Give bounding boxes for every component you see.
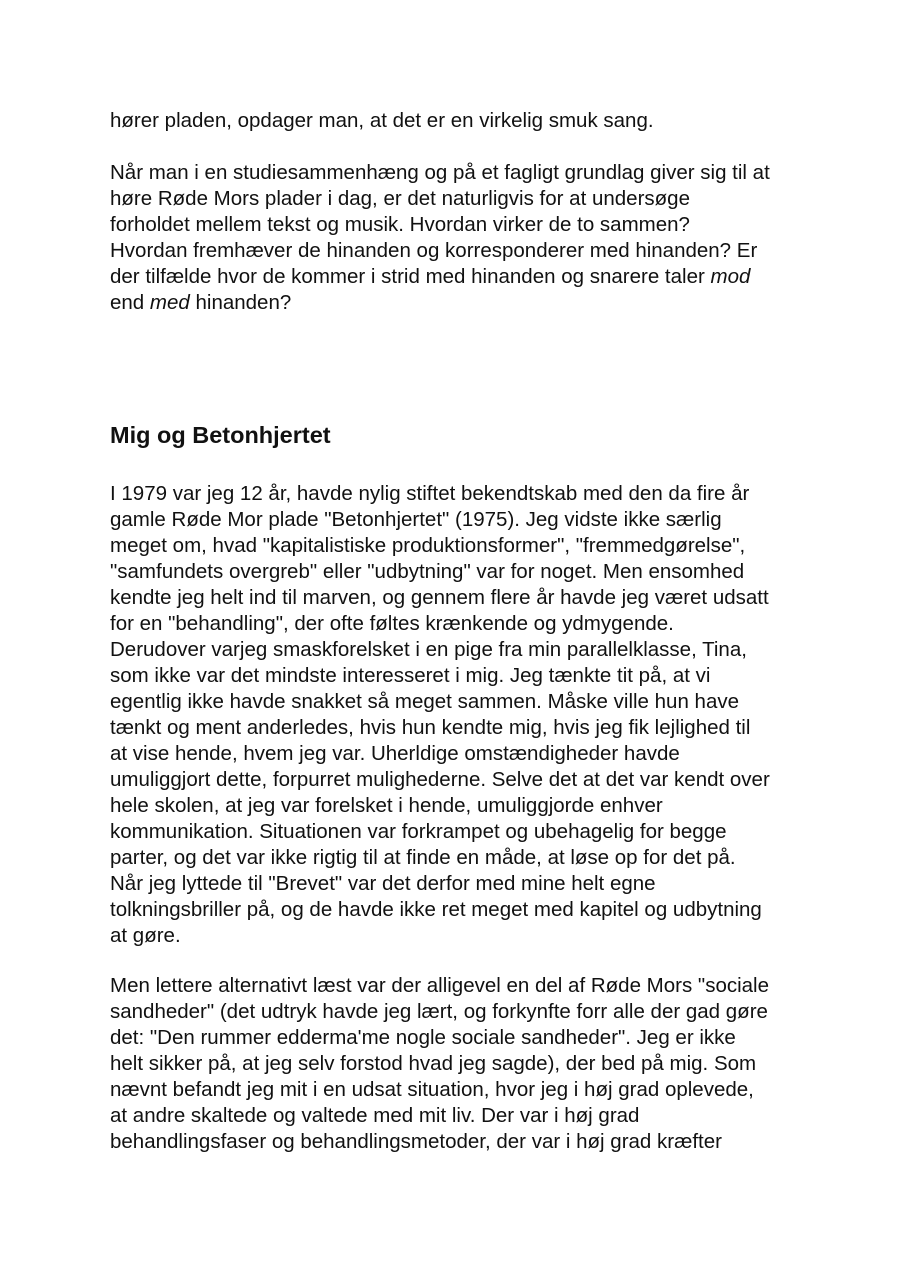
text-line: Men lettere alternativt læst var der alligevel en del af Røde Mors "sociale [110, 974, 770, 997]
text-line: at vise hende, hvem jeg var. Uherldige omstændigheder havde [110, 742, 680, 765]
text-line: Når man i en studiesammenhæng og på et fagligt grundlag giver sig til at [110, 161, 770, 184]
text-line: helt sikker på, at jeg selv forstod hvad jeg sagde), der bed på mig. Som [110, 1052, 757, 1075]
text-line: tænkt og ment anderledes, hvis hun kendte mig, hvis jeg fik lejlighed til [110, 716, 751, 739]
text-line: for en "behandling", der ofte føltes krænkende og ydmygende. [110, 612, 674, 635]
emphasis-text: med [149, 291, 190, 314]
text-run: der tilfælde hvor de kommer i strid med hinanden og snarere taler [110, 265, 711, 288]
document-page [110, 108, 810, 1153]
text-line: høre Røde Mors plader i dag, er det naturligvis for at undersøge [110, 187, 690, 210]
paragraph-intro-1 [110, 108, 810, 134]
text-line: kommunikation. Situationen var forkrampet og ubehagelig for begge [110, 820, 727, 843]
text-line: kendte jeg helt ind til marven, og gennem flere år havde jeg været udsatt [110, 586, 769, 609]
section-heading: Mig og Betonhjertet [110, 422, 331, 448]
text-line: nævnt befandt jeg mit i en udsat situation, hvor jeg i høj grad oplevede, [110, 1078, 754, 1101]
text-line: at andre skaltede og valtede med mit liv. Der var i høj grad [110, 1104, 640, 1127]
paragraph-section-2 [110, 973, 769, 1155]
text-line: I 1979 var jeg 12 år, havde nylig stiftet bekendtskab med den da fire år [110, 482, 750, 505]
text-line: Derudover varjeg smaskforelsket i en pige fra min parallelklasse, Tina, [110, 638, 747, 661]
text-line: meget om, hvad "kapitalistiske produktionsformer", "fremmedgørelse", [110, 534, 746, 557]
text-line: parter, og det var ikke rigtig til at finde en måde, at løse op for det på. [110, 846, 736, 869]
text-line: hører pladen, opdager man, at det er en virkelig smuk sang. [110, 109, 654, 132]
text-line: sandheder" (det udtryk havde jeg lært, og forkynfte forr alle der gad gøre [110, 1000, 768, 1023]
paragraph-section-1 [110, 481, 770, 949]
text-line: det: "Den rummer edderma'me nogle sociale sandheder". Jeg er ikke [110, 1026, 736, 1049]
text-line: som ikke var det mindste interesseret i mig. Jeg tænkte tit på, at vi [110, 664, 711, 687]
text-run: hinanden? [189, 291, 292, 314]
text-line: "samfundets overgreb" eller "udbytning" var for noget. Men ensomhed [110, 560, 745, 583]
text-line: tolkningsbriller på, og de havde ikke ret meget med kapitel og udbytning [110, 898, 762, 921]
text-line [110, 290, 810, 316]
text-line: egentlig ikke havde snakket så meget sammen. Måske ville hun have [110, 690, 740, 713]
text-line: at gøre. [110, 924, 181, 947]
text-line: Hvordan fremhæver de hinanden og korresponderer med hinanden? Er [110, 239, 758, 262]
text-line: hele skolen, at jeg var forelsket i hende, umuliggjorde enhver [110, 794, 663, 817]
text-run: end [110, 291, 150, 314]
text-line: forholdet mellem tekst og musik. Hvordan virker de to sammen? [110, 213, 690, 236]
text-line: umuliggjort dette, forpurret mulighederne. Selve det at det var kendt over [110, 768, 770, 791]
text-line: behandlingsfaser og behandlingsmetoder, der var i høj grad kræfter [110, 1130, 722, 1153]
emphasis-text: mod [710, 265, 751, 288]
text-line: Når jeg lyttede til "Brevet" var det derfor med mine helt egne [110, 872, 656, 895]
paragraph-intro-2 [110, 160, 810, 316]
text-line: gamle Røde Mor plade "Betonhjertet" (1975). Jeg vidste ikke særlig [110, 508, 722, 531]
text-line [110, 264, 810, 290]
